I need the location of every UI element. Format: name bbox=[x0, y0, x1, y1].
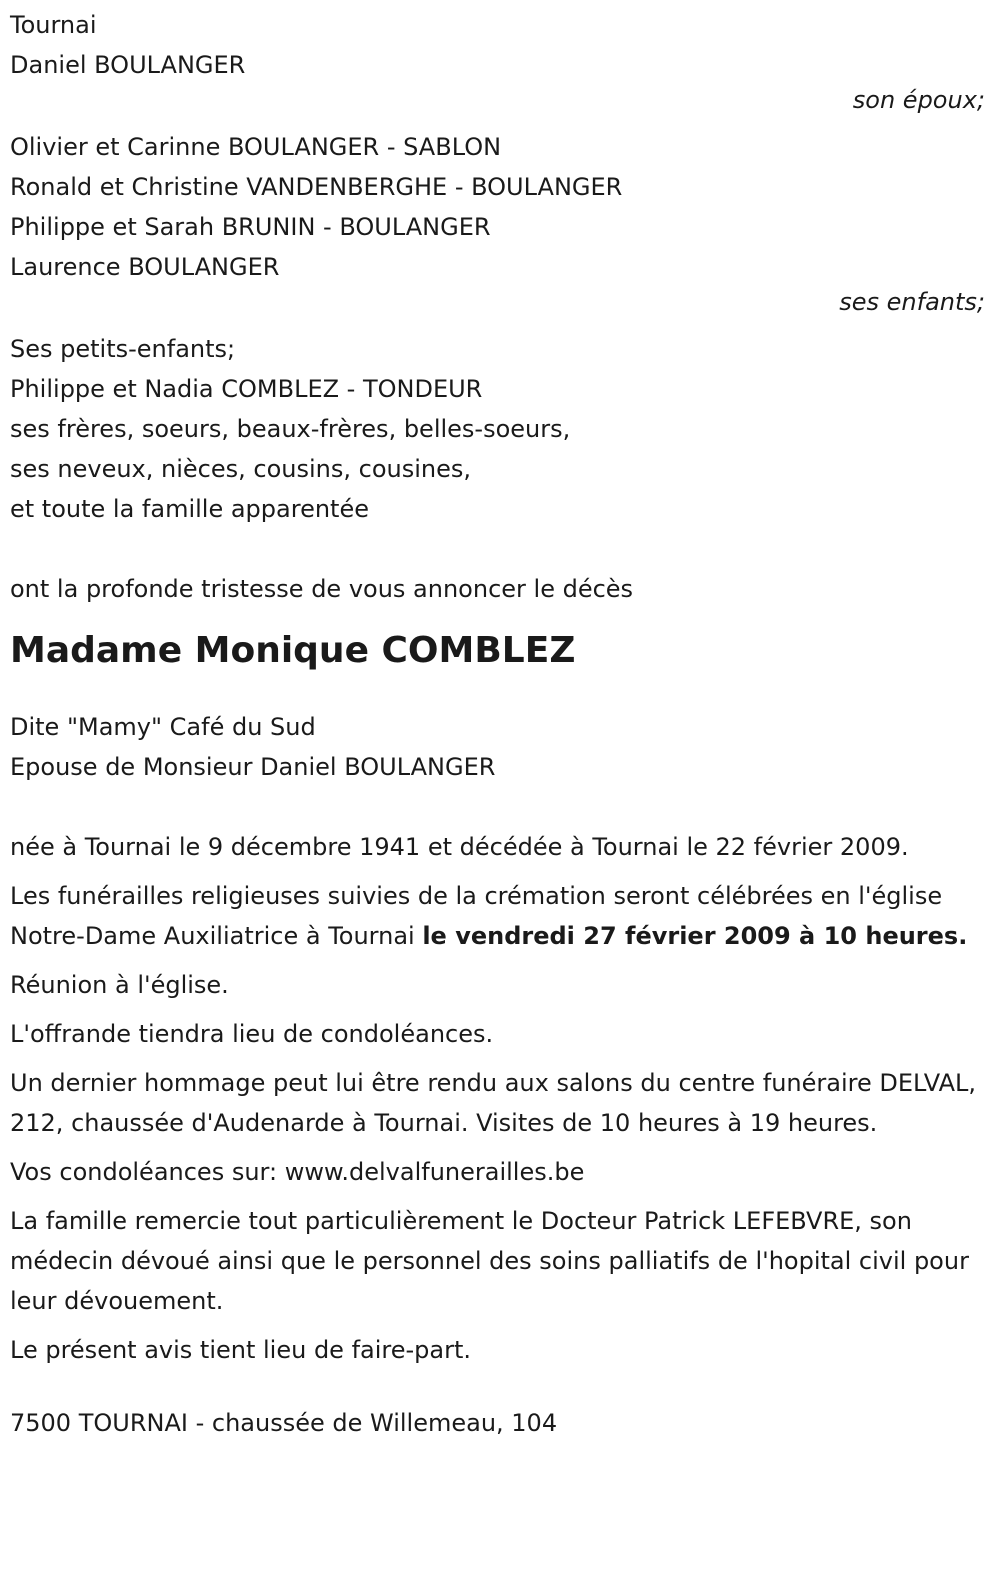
children-list bbox=[10, 127, 985, 287]
location-header: Tournai bbox=[10, 11, 97, 39]
child-name: Laurence BOULANGER bbox=[10, 253, 280, 281]
family-line: et toute la famille apparentée bbox=[10, 495, 369, 523]
child-name: Philippe et Sarah BRUNIN - BOULANGER bbox=[10, 213, 491, 241]
family-line: ses frères, soeurs, beaux-frères, belles-soeurs, bbox=[10, 415, 571, 443]
children-role: ses enfants; bbox=[839, 288, 985, 316]
obituary-notice bbox=[10, 5, 985, 1443]
condolences-text: Vos condoléances sur: www.delvalfunerailles.be bbox=[10, 1158, 585, 1186]
birth-death-text: née à Tournai le 9 décembre 1941 et décédée à Tournai le 22 février 2009. bbox=[10, 833, 909, 861]
spouse-role: son époux; bbox=[852, 86, 985, 114]
deceased-name: Madame Monique COMBLEZ bbox=[10, 630, 576, 671]
announcement-text: ont la profonde tristesse de vous annoncer le décès bbox=[10, 575, 634, 603]
family-list bbox=[10, 329, 985, 529]
family-line: Ses petits-enfants; bbox=[10, 335, 236, 363]
spacer bbox=[10, 687, 985, 707]
family-line: ses neveux, nièces, cousins, cousines, bbox=[10, 455, 471, 483]
meeting-text: Réunion à l'église. bbox=[10, 971, 229, 999]
deceased-nickname: Dite "Mamy" Café du Sud bbox=[10, 713, 316, 741]
thanks-text: La famille remercie tout particulièrement le Docteur Patrick LEFEBVRE, son médecin dévoué ainsi que le personnel des soins palliatifs de l'hopital civil pour leur dévouement. bbox=[10, 1207, 969, 1315]
spacer bbox=[10, 529, 985, 569]
spacer bbox=[10, 1379, 985, 1403]
offering-text: L'offrande tiendra lieu de condoléances. bbox=[10, 1020, 494, 1048]
funeral-text: Les funérailles religieuses suivies de la crémation seront célébrées en l'église Notre-Dame Auxiliatrice à Tournai bbox=[10, 882, 943, 950]
family-line: Philippe et Nadia COMBLEZ - TONDEUR bbox=[10, 375, 483, 403]
funeral-date-time: le vendredi 27 février 2009 à 10 heures. bbox=[422, 922, 968, 950]
address-text: 7500 TOURNAI - chaussée de Willemeau, 104 bbox=[10, 1409, 558, 1437]
spacer bbox=[10, 787, 985, 827]
child-name: Ronald et Christine VANDENBERGHE - BOULANGER bbox=[10, 173, 623, 201]
spacer bbox=[10, 317, 985, 329]
tribute-text: Un dernier hommage peut lui être rendu aux salons du centre funéraire DELVAL, 212, chaussée d'Audenarde à Tournai. Visites de 10 heures à 19 heures. bbox=[10, 1069, 977, 1137]
child-name: Olivier et Carinne BOULANGER - SABLON bbox=[10, 133, 502, 161]
deceased-spouse-of: Epouse de Monsieur Daniel BOULANGER bbox=[10, 753, 496, 781]
funeral-paragraph bbox=[10, 876, 985, 956]
spacer bbox=[10, 115, 985, 127]
spouse-name: Daniel BOULANGER bbox=[10, 51, 246, 79]
notice-text: Le présent avis tient lieu de faire-part. bbox=[10, 1336, 472, 1364]
